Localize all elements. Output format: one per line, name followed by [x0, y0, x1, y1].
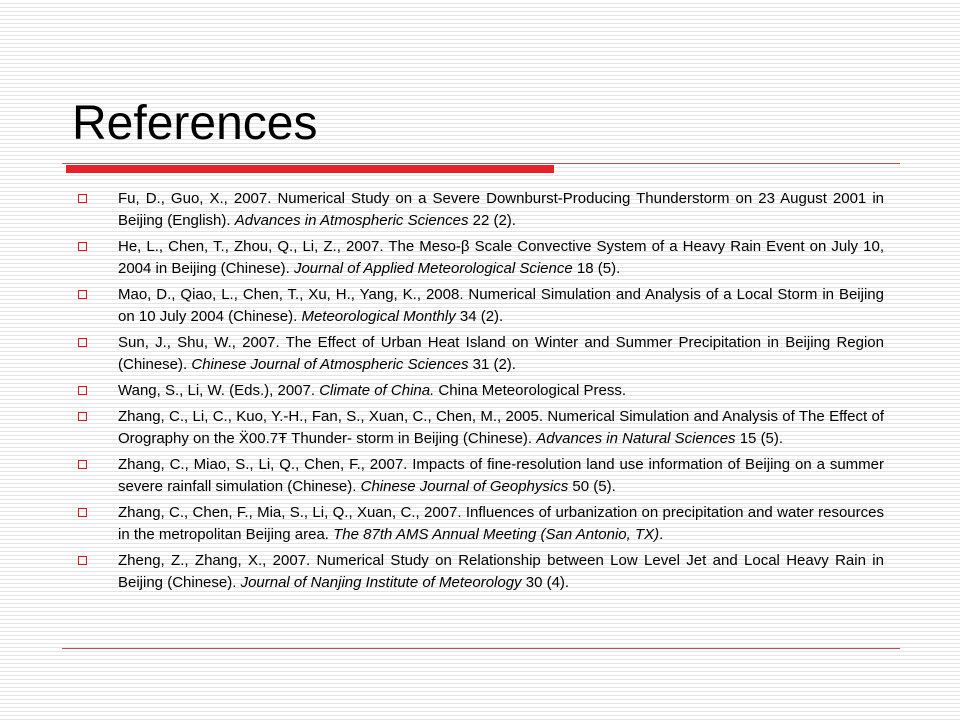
reference-item [74, 380, 884, 402]
conference-title: The 87th AMS Annual Meeting (San Antonio, TX) [333, 526, 660, 543]
reference-item [74, 188, 884, 232]
hollow-square-bullet-icon [78, 556, 87, 565]
reference-item [74, 406, 884, 450]
reference-list [74, 188, 884, 598]
reference-item [74, 236, 884, 280]
hollow-square-bullet-icon [78, 412, 87, 421]
journal-title: Chinese Journal of Atmospheric Sciences [191, 356, 469, 373]
hollow-square-bullet-icon [78, 508, 87, 517]
reference-text: Zhang, C., Chen, F., Mia, S., Li, Q., Xuan, C., 2007. Influences of urbanization on precipitation and water resources in the metropolitan Beijing area. The 87th AMS Annual Meeting (San Antonio, TX). [118, 504, 884, 543]
hollow-square-bullet-icon [78, 460, 87, 469]
reference-text: Wang, S., Li, W. (Eds.), 2007. Climate of China. China Meteorological Press. [118, 382, 627, 399]
reference-text: Zheng, Z., Zhang, X., 2007. Numerical Study on Relationship between Low Level Jet and Local Heavy Rain in Beijing (Chinese). Journal of Nanjing Institute of Meteorology 30 (4). [118, 552, 884, 591]
reference-item [74, 502, 884, 546]
journal-title: Advances in Atmospheric Sciences [234, 212, 469, 229]
hollow-square-bullet-icon [78, 338, 87, 347]
reference-text: He, L., Chen, T., Zhou, Q., Li, Z., 2007. The Meso-β Scale Convective System of a Heavy Rain Event on July 10, 2004 in Beijing (Chinese). Journal of Applied Meteorological Science 18 (5). [118, 238, 884, 277]
hollow-square-bullet-icon [78, 386, 87, 395]
slide-title: References [72, 97, 318, 150]
reference-text: Zhang, C., Li, C., Kuo, Y.-H., Fan, S., Xuan, C., Chen, M., 2005. Numerical Simulation and Analysis of The Effect of Orography on the Ẍ00.7Ŧ Thunder- storm in Beijing (Chinese). Advances in Natural Sciences 15 (5). [118, 408, 884, 447]
hollow-square-bullet-icon [78, 242, 87, 251]
book-title: Climate of China. [319, 382, 435, 399]
reference-text: Fu, D., Guo, X., 2007. Numerical Study on a Severe Downburst-Producing Thunderstorm on 23 August 2001 in Beijing (English). Advances in Atmospheric Sciences 22 (2). [118, 190, 884, 229]
title-divider-line [62, 163, 900, 164]
reference-text: Zhang, C., Miao, S., Li, Q., Chen, F., 2007. Impacts of fine-resolution land use information of Beijing on a summer severe rainfall simulation (Chinese). Chinese Journal of Geophysics 50 (5). [118, 456, 884, 495]
journal-title: Journal of Applied Meteorological Science [293, 260, 573, 277]
reference-item [74, 332, 884, 376]
hollow-square-bullet-icon [78, 194, 87, 203]
reference-item [74, 550, 884, 594]
reference-item [74, 284, 884, 328]
journal-title: Chinese Journal of Geophysics [360, 478, 569, 495]
journal-title: Journal of Nanjing Institute of Meteorology [240, 574, 522, 591]
reference-item [74, 454, 884, 498]
journal-title: Advances in Natural Sciences [536, 430, 736, 447]
reference-text: Sun, J., Shu, W., 2007. The Effect of Urban Heat Island on Winter and Summer Precipitation in Beijing Region (Chinese). Chinese Journal of Atmospheric Sciences 31 (2). [118, 334, 884, 373]
reference-text: Mao, D., Qiao, L., Chen, T., Xu, H., Yang, K., 2008. Numerical Simulation and Analysis of a Local Storm in Beijing on 10 July 2004 (Chinese). Meteorological Monthly 34 (2). [118, 286, 884, 325]
hollow-square-bullet-icon [78, 290, 87, 299]
title-accent-bar [66, 165, 554, 173]
journal-title: Meteorological Monthly [301, 308, 456, 325]
footer-divider-line [62, 648, 900, 649]
